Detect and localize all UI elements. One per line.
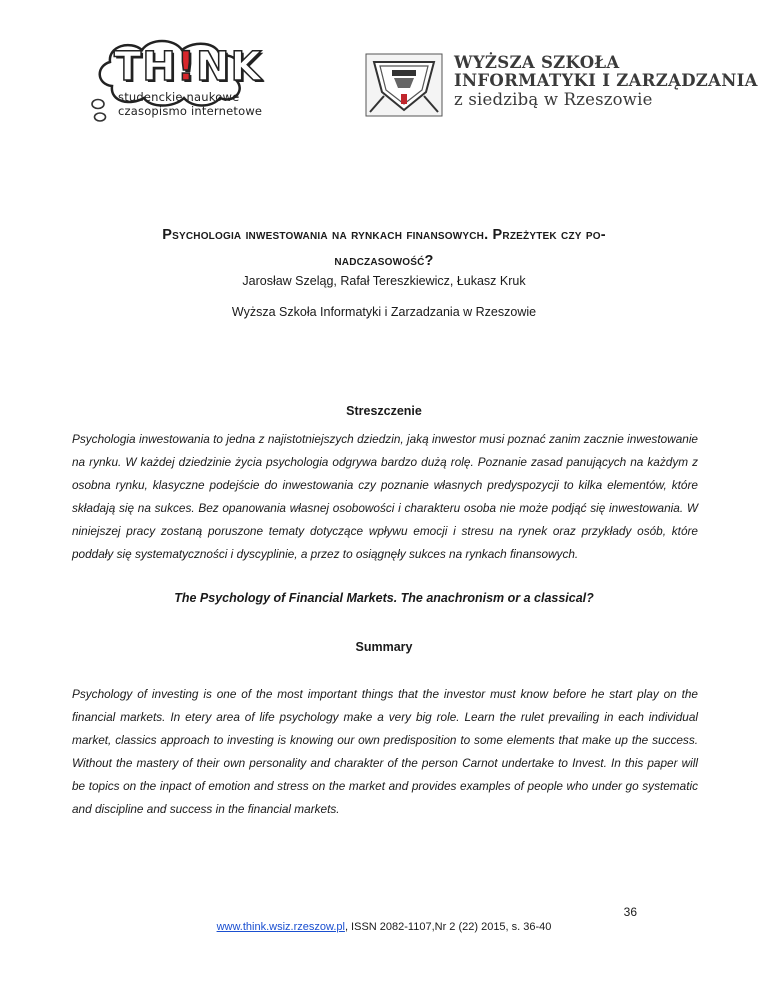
think-subtitle-1: studenckie naukowe [118, 90, 240, 104]
journal-link[interactable]: www.think.wsiz.rzeszow.pl [216, 921, 345, 933]
abstract-en-text: Psychology of investing is one of the most important things that the investor must know before he start play on the financial markets. In etery area of life psychology make a very big role. Learn the rulet prevailing in each individual market, classics approach to investing is knowing our own predisposition to some elements that make up the success. Without the mastery of their own personality and charakter of the person Carnot undertake to Invest. In this paper will be topics on the inpact of emotion and stress on the market and provides examples of people who under go systematic and discipline and success in the financial markets. [72, 687, 698, 816]
citation-text: , ISSN 2082-1107,Nr 2 (22) 2015, s. 36-40 [344, 921, 552, 933]
abstract-pl-heading: Streszczenie [346, 404, 422, 418]
page-footer [0, 921, 768, 933]
article-title-en: The Psychology of Financial Markets. The anachronism or a classical? [174, 591, 594, 605]
wsiz-name-line2: INFORMATYKI I ZARZĄDZANIA [454, 71, 758, 91]
think-logo [90, 38, 310, 128]
affiliation: Wyższa Szkoła Informatyki i Zarzadzania w Rzeszowie [231, 305, 537, 319]
article-title-line1: Psychologia inwestowania na rynkach finansowych. Przeżytek czy po- [162, 227, 606, 243]
authors: Jarosław Szeląg, Rafał Tereszkiewicz, Łukasz Kruk [242, 274, 526, 288]
wsiz-name-line1: WYŻSZA SZKOŁA [454, 53, 620, 72]
think-subtitle-2: czasopismo internetowe [118, 104, 263, 118]
article-title-line2: nadczasowość? [334, 253, 434, 269]
university-emblem-icon [364, 52, 444, 118]
wsiz-name [454, 54, 758, 109]
abstract-en-heading: Summary [355, 640, 413, 654]
page-header [0, 0, 768, 130]
page-number: 36 [623, 905, 637, 919]
think-wordmark: TH!NK [114, 44, 263, 90]
wsiz-name-line3: z siedzibą w Rzeszowie [454, 89, 653, 109]
abstract-pl-text: Psychologia inwestowania to jedna z najistotniejszych dziedzin, jaką inwestor musi poznać zanim zacznie inwestowanie na rynku. W każdej dziedzinie życia psychologia odgrywa bardzo dużą rolę. Poznanie zasad panujących na każdym z osobna rynku, klasyczne podejście do inwestowania czy poznanie własnych predyspozycji to kilka elementów, które składają się na sukces. Bez opanowania własnej osobowości i charakteru osoba nie może podjąć się inwestowania. W niniejszej pracy zostaną poruszone tematy dotyczące wpływu emocji i stresu na rynek oraz przykłady osób, które poddały się systematyczności i dyscyplinie, a przez to osiągnęły sukces na rynkach finansowych. [72, 432, 698, 561]
wsiz-logo [364, 52, 758, 118]
article-title [0, 222, 768, 274]
